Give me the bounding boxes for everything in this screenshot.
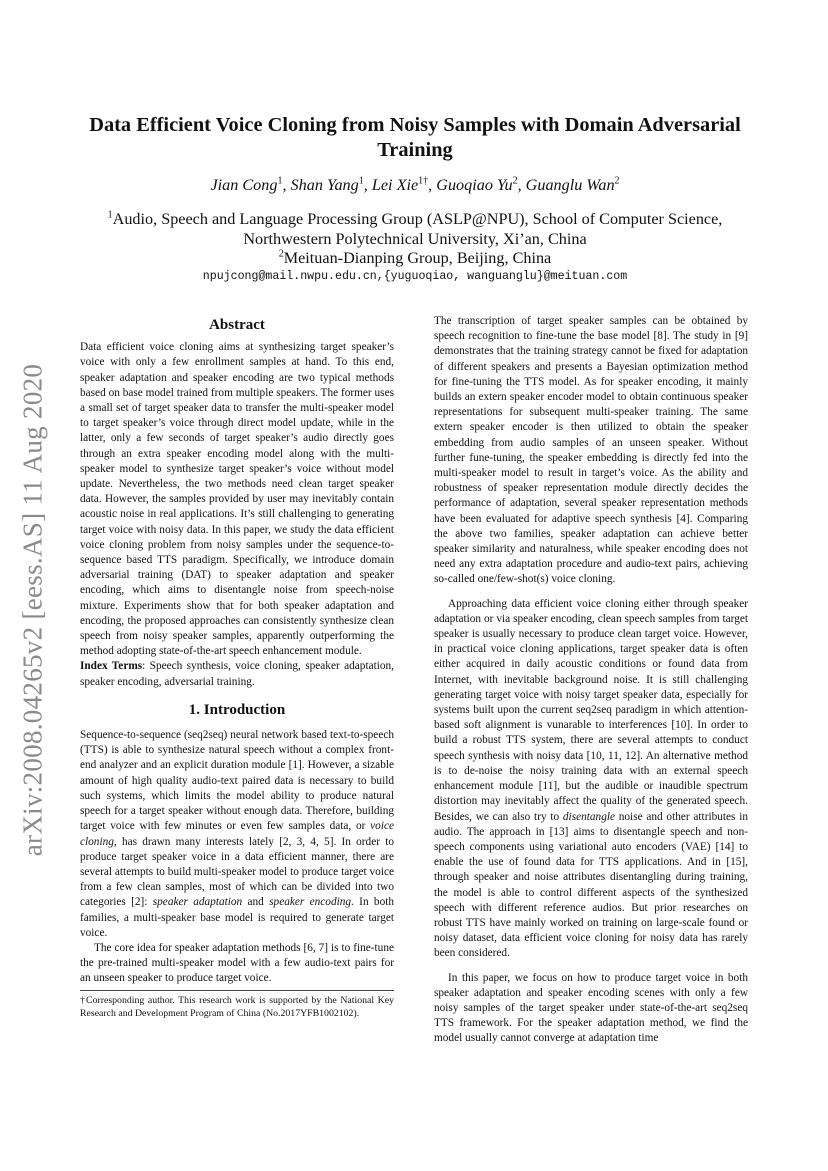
abstract-heading: Abstract — [209, 317, 265, 333]
text-run: Approaching data efficient voice cloning either through speaker adaptation or via speaker encoding, clean speech samples from target speaker is usually necessary to produce clean target voice. However, in practical voice cloning applications, target speaker data is often either acquired in daily acoustic conditions or found data from Internet, with inevitable background noise. It is still challenging generating target voice with noisy target speaker data, especially for systems built upon the current seq2seq paradigm in which attention-based soft alignment is vunarable to interferences [10]. In order to build a robust TTS system, there are several attempts to conduct speech synthesis with noisy data [10, 11, 12]. An alternative method is to de-noise the noisy training data with an external speech enhancement module [11], but the audible or inaudible spectrum distortion may inevitably affect the quality of the generated speech. Besides, we can also try to — [434, 597, 748, 823]
section-heading-introduction: 1. Introduction — [188, 701, 286, 718]
author-affil-mark: 1 — [358, 175, 364, 187]
body-paragraph: The transcription of target speaker samples can be obtained by speech recognition to fine-tune the base model [8]. The study in [9] demonstrates that the training strategy cannot be fixed for adaptation of different speakers and presents a Bayesian optimization method for fine-tuning the TTS model. As for speaker encoding, it mainly builds an extern speaker encoder model to obtain continuous speaker representations for subsequent multi-speaker training. The same extern speaker encoder is then utilized to obtain the speaker embedding from audio samples of an unseen speaker. Without further fune-tuning, the speaker embedding is directly fed into the multi-speaker model to result in target’s voice. As the ability and robustness of speaker representation module directly decides the performance of adaptation, several speaker representation methods have been evaluated for adaptive speech synthesis [4]. Comparing the above two families, speaker adaptation can achieve better speaker similarity and naturalness, while speaker encoding does not need any extra adaptation procedure and audio-text pairs, achieving so-called one/few-shot(s) voice cloning. — [434, 315, 748, 586]
arxiv-id: arXiv:2008.04265v2 [eess.AS] 11 Aug 2020 — [17, 363, 48, 857]
author-affil-mark: 1† — [418, 175, 429, 187]
intro-paragraph: The core idea for speaker adaptation methods [6, 7] is to fine-tune the pre-trained multi-speaker model with a few audio-text pairs for an unseen speaker to produce target voice. — [80, 941, 394, 985]
text-run: , has drawn many interests lately [2, 3, 4, 5]. In order to produce target speaker voice in a data efficient manner, there are several attempts to build multi-speaker model to produce target voice from a few clean samples, most of which can be divided into two categories [2]: — [80, 835, 394, 909]
author-emails: npujcong@mail.nwpu.edu.cn,{yuguoqiao, wanguanglu}@meituan.com — [202, 270, 628, 283]
abstract-text: Data efficient voice cloning aims at synthesizing target speaker’s voice with only a few enrollment samples at hand. To this end, speaker adaptation and speaker encoding are two typical methods based on base model trained from multiple speakers. The former uses a small set of target speaker data to transfer the multi-speaker model to target speaker’s voice through direct model update, while in the latter, only a few seconds of target speaker’s audio directly goes through an extra speaker encoding model along with the multi-speaker model to synthesize target speaker’s voice without model update. Nevertheless, the two methods need clean target speaker data. However, the samples provided by user may inevitably contain acoustic noise in real applications. It’s still challenging to generating target voice with noisy data. In this paper, we study the data efficient voice cloning problem from noisy samples under the sequence-to-sequence based TTS paradigm. Specifically, we introduce domain adversarial training (DAT) to speaker adaptation and speaker encoding, which aims to disentangle noise from speech-noise mixture. Experiments show that for both speaker adaptation and encoding, the proposed approaches can consistently synthesize clean speech from noisy speaker samples, apparently outperforming the method adopting state-of-the-art speech enhancement module. — [80, 341, 394, 658]
body-paragraph — [434, 597, 748, 962]
index-terms-text: : Speech synthesis, voice cloning, speaker adaptation, speaker encoding, adversarial training. — [80, 660, 394, 688]
affiliation-text: Audio, Speech and Language Processing Group (ASLP@NPU), School of Computer Science, — [112, 210, 723, 228]
author-affil-mark: 2 — [614, 175, 620, 187]
affil-mark: 2 — [278, 248, 284, 260]
footnote: †Corresponding author. This research work is supported by the National Key Research and Development Program of China (No.2017YFB1002102). — [80, 990, 394, 1020]
affiliation-line — [80, 249, 750, 269]
emphasis: speaker adaptation — [152, 896, 243, 909]
right-column — [434, 314, 748, 1047]
affiliation-text: Meituan-Dianping Group, Beijing, China — [283, 249, 552, 267]
emphasis: disentangle — [562, 810, 615, 823]
paper-title: Data Efficient Voice Cloning from Noisy Samples with Domain Adversarial Training — [89, 114, 741, 161]
arxiv-watermark — [8, 350, 58, 870]
author-name: Jian Cong — [210, 176, 278, 194]
affiliations — [80, 210, 750, 269]
affiliation-line: Northwestern Polytechnical University, Xi’an, China — [243, 229, 587, 248]
author-name: Lei Xie — [371, 176, 419, 194]
affil-mark: 1 — [107, 209, 113, 221]
intro-paragraph — [80, 728, 394, 941]
author-affil-mark: 2 — [512, 175, 518, 187]
body-paragraph: In this paper, we focus on how to produce target voice in both speaker adaptation and speaker encoding scenes with only a few noisy samples of the target speaker under state-of-the-art seq2seq TTS framework. For the speaker adaptation method, we find the model usually cannot converge at adaptation time — [434, 971, 748, 1045]
text-run: . In both families, a multi-speaker base model is required to generate target voice. — [80, 896, 395, 939]
author-list: Jian Cong$^1$, Shan Yang$^1$, Lei Xie$^{1\dagger}$, Guoqiao Yu$^2$, Guanglu Wan$^2$ — [210, 175, 620, 194]
emphasis: voice cloning — [80, 820, 394, 848]
author-name: Guoqiao Yu — [436, 176, 513, 194]
affiliation-line — [80, 210, 750, 230]
author-affil-mark: 1 — [277, 175, 283, 187]
emphasis: speaker encoding — [269, 896, 352, 909]
author-name: Shan Yang — [290, 176, 359, 194]
index-terms — [80, 659, 394, 689]
text-run: noise and other attributes in audio. The approach in [13] aims to disentangle speech and non-speech components using variational auto encoders (VAE) [14] to enable the use of found data for TTS applications. And in [15], through speaker and noise attributes disentangling during training, the model is able to control different aspects of the synthesized speech with different reference audios. But prior researches on robust TTS have mainly worked on training on large-scale found or noisy dataset, data efficient voice cloning for noisy data has rarely been considered. — [434, 810, 748, 960]
index-terms-label: Index Terms — [80, 660, 143, 673]
author-name: Guanglu Wan — [525, 176, 615, 194]
left-column — [80, 318, 394, 987]
text-run: Sequence-to-sequence (seq2seq) neural network based text-to-speech (TTS) is able to synthesize natural speech without a complex front-end analyzer and an explicit duration module [1]. However, a sizable amount of high quality audio-text paired data is necessary to build such systems, which limits the model ability to produce natural speech for a target speaker without enough data. Therefore, building target voice with few minutes or even few samples data, or — [80, 729, 394, 833]
text-run: and — [242, 896, 270, 909]
